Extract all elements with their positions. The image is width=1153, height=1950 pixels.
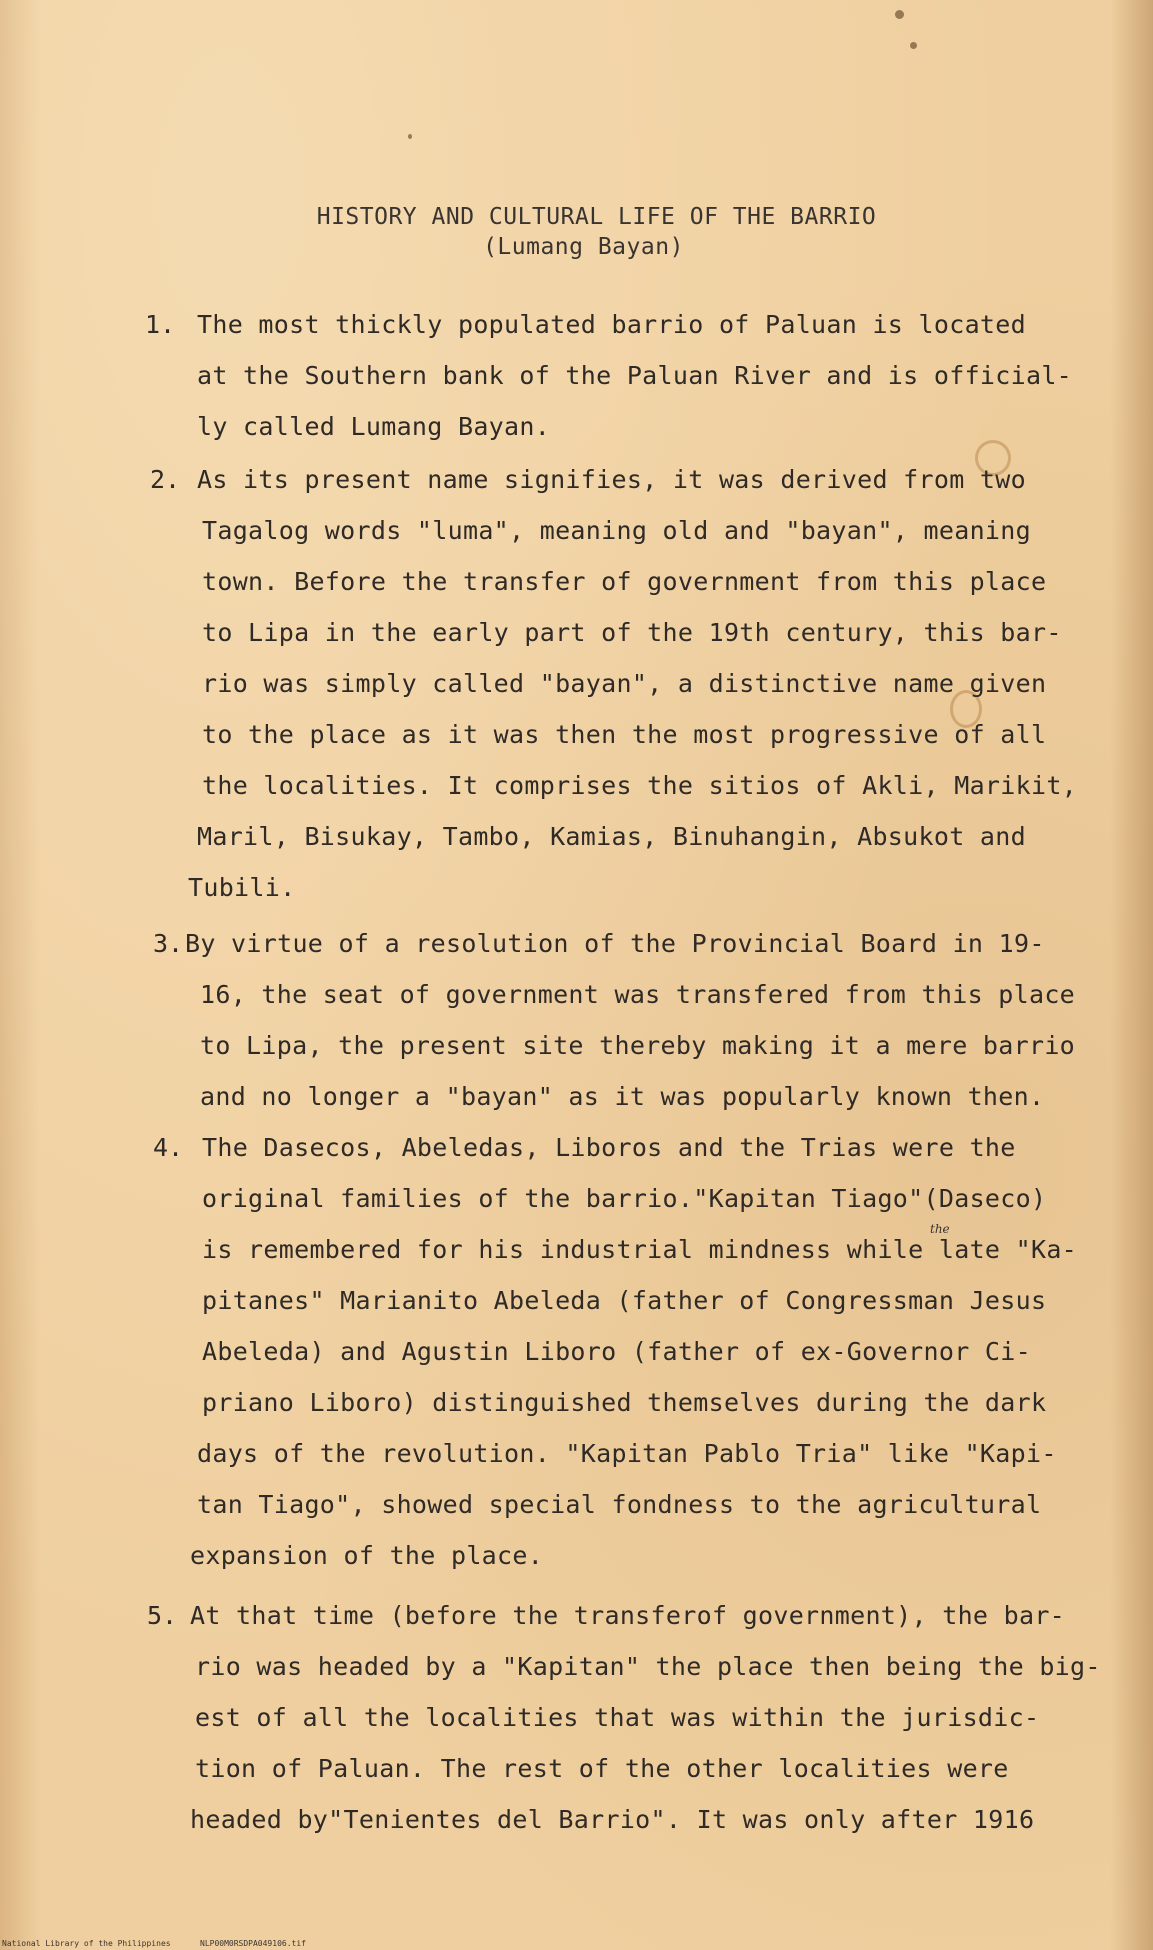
paragraph-line: tan Tiago", showed special fondness to the agricultural	[197, 1490, 1042, 1519]
handwritten-insertion: the	[930, 1222, 950, 1236]
paragraph-line: at the Southern bank of the Paluan River and is official-	[197, 361, 1073, 390]
paragraph-line: ly called Lumang Bayan.	[197, 412, 551, 441]
paragraph-number: 2.	[150, 465, 181, 494]
document-title-block	[0, 202, 1153, 262]
paragraph-line: and no longer a "bayan" as it was popularly known then.	[200, 1082, 1045, 1111]
paragraph-line: rio was headed by a "Kapitan" the place then being the big-	[195, 1652, 1101, 1681]
paragraph-line: 16, the seat of government was transfered from this place	[200, 980, 1076, 1009]
paragraph-line: is remembered for his industrial mindness while late "Ka-	[202, 1235, 1078, 1264]
paragraph-line: Tagalog words "luma", meaning old and "bayan", meaning	[202, 516, 1031, 545]
paragraph-line: Maril, Bisukay, Tambo, Kamias, Binuhangin, Absukot and	[197, 822, 1026, 851]
paragraph-line: By virtue of a resolution of the Provincial Board in 19-	[185, 929, 1045, 958]
paragraph-line: est of all the localities that was within the jurisdic-	[195, 1703, 1040, 1732]
scan-footer-filename: NLP00M0RSDPA049106.tif	[200, 1939, 306, 1948]
paragraph-line: rio was simply called "bayan", a distinctive name given	[202, 669, 1047, 698]
paragraph-line: pitanes" Marianito Abeleda (father of Congressman Jesus	[202, 1286, 1047, 1315]
paragraph-line: tion of Paluan. The rest of the other localities were	[195, 1754, 1009, 1783]
paragraph-line: expansion of the place.	[190, 1541, 544, 1570]
paragraph-line: At that time (before the transferof government), the bar-	[190, 1601, 1066, 1630]
ink-speck	[895, 10, 904, 19]
paragraph-line: original families of the barrio."Kapitan Tiago"(Daseco)	[202, 1184, 1047, 1213]
ink-speck	[408, 134, 412, 139]
paragraph-line: to Lipa, the present site thereby making it a mere barrio	[200, 1031, 1076, 1060]
paragraph-line: Abeleda) and Agustin Liboro (father of ex-Governor Ci-	[202, 1337, 1031, 1366]
paragraph-line: The most thickly populated barrio of Paluan is located	[197, 310, 1026, 339]
paragraph-line: the localities. It comprises the sitios of Akli, Marikit,	[202, 771, 1078, 800]
paragraph-line: to the place as it was then the most progressive of all	[202, 720, 1047, 749]
document-subtitle: (Lumang Bayan)	[483, 234, 684, 260]
paragraph-line: The Dasecos, Abeledas, Liboros and the Trias were the	[202, 1133, 1016, 1162]
paragraph-line: town. Before the transfer of government from this place	[202, 567, 1047, 596]
paragraph-line: Tubili.	[188, 873, 296, 902]
document-title: HISTORY AND CULTURAL LIFE OF THE BARRIO	[316, 204, 877, 230]
ink-speck	[910, 42, 917, 49]
paragraph-number: 3.	[153, 929, 184, 958]
paragraph-number: 4.	[153, 1133, 184, 1162]
paragraph-line: days of the revolution. "Kapitan Pablo Tria" like "Kapi-	[197, 1439, 1057, 1468]
paragraph-line: As its present name signifies, it was derived from two	[197, 465, 1026, 494]
paragraph-line: to Lipa in the early part of the 19th century, this bar-	[202, 618, 1062, 647]
paragraph-number: 1.	[145, 310, 176, 339]
paragraph-line: priano Liboro) distinguished themselves during the dark	[202, 1388, 1047, 1417]
scan-footer-source: National Library of the Philippines	[2, 1939, 171, 1948]
paragraph-line: headed by"Tenientes del Barrio". It was only after 1916	[190, 1805, 1035, 1834]
paragraph-number: 5.	[147, 1601, 178, 1630]
